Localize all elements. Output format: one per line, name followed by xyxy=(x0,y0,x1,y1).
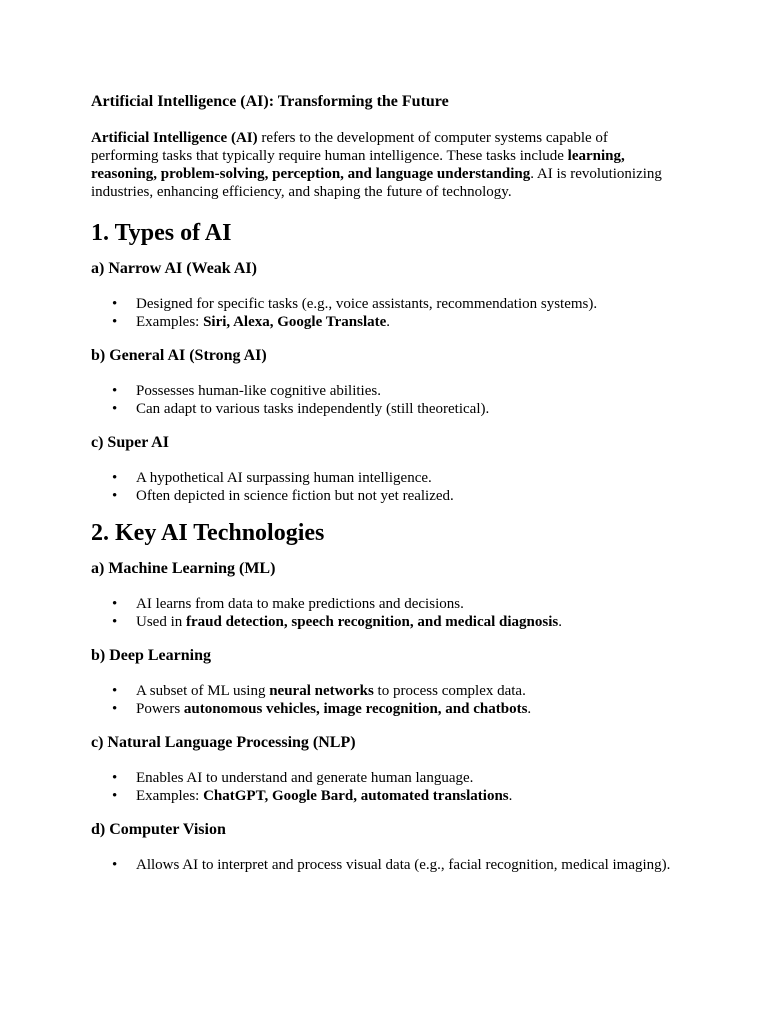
list-item xyxy=(91,682,678,700)
item-prefix: Examples: xyxy=(136,314,204,330)
list-item xyxy=(91,787,678,805)
section-heading-types-of-ai: 1. Types of AI xyxy=(91,220,232,246)
item-bold: ChatGPT, Google Bard, automated translations xyxy=(203,788,509,804)
subsection-heading-narrow-ai: a) Narrow AI (Weak AI) xyxy=(91,260,257,277)
intro-paragraph xyxy=(91,129,678,201)
subsection-heading-machine-learning: a) Machine Learning (ML) xyxy=(91,560,276,577)
item-prefix: Powers xyxy=(136,701,184,717)
bullet-list xyxy=(91,295,678,331)
list-item: • Possesses human-like cognitive abilities. xyxy=(91,382,678,400)
item-bold: neural networks xyxy=(269,683,374,699)
subsection-heading-general-ai: b) General AI (Strong AI) xyxy=(91,347,267,364)
item-suffix: . xyxy=(508,788,513,804)
list-item: • Can adapt to various tasks independently (still theoretical). xyxy=(91,400,678,418)
list-item: • Designed for specific tasks (e.g., voice assistants, recommendation systems). xyxy=(91,295,678,313)
bullet-list xyxy=(91,682,678,718)
subsection-heading-computer-vision: d) Computer Vision xyxy=(91,821,226,838)
subsection-heading-deep-learning: b) Deep Learning xyxy=(91,647,211,664)
bullet-list xyxy=(91,856,678,874)
list-item: • Allows AI to interpret and process visual data (e.g., facial recognition, medical imaging). xyxy=(91,856,678,874)
subsection-heading-super-ai: c) Super AI xyxy=(91,434,169,451)
bullet-list xyxy=(91,382,678,418)
item-suffix: . xyxy=(558,614,562,630)
item-prefix: Examples: xyxy=(136,788,204,804)
bullet-list xyxy=(91,595,678,631)
bullet-list xyxy=(91,469,678,505)
list-item: • A hypothetical AI surpassing human intelligence. xyxy=(91,469,678,487)
item-prefix: Used in xyxy=(136,614,186,630)
intro-bold-term: Artificial Intelligence (AI) xyxy=(91,130,258,146)
intro-text-b: . AI is revolutionizing industries, enhancing efficiency, and shaping the future of technology. xyxy=(91,166,662,200)
intro-text-a: refers to the development of computer systems capable of performing tasks that typically require human intelligence. These tasks include xyxy=(91,130,608,164)
list-item xyxy=(91,613,678,631)
document-title: Artificial Intelligence (AI): Transforming the Future xyxy=(91,93,449,110)
list-item: • AI learns from data to make predictions and decisions. xyxy=(91,595,678,613)
item-suffix: to process complex data. xyxy=(373,683,526,699)
subsection-heading-nlp: c) Natural Language Processing (NLP) xyxy=(91,734,356,751)
item-bold: Siri, Alexa, Google Translate xyxy=(203,314,387,330)
item-bold: autonomous vehicles, image recognition, and chatbots xyxy=(183,701,528,717)
item-bold: fraud detection, speech recognition, and medical diagnosis xyxy=(186,614,559,630)
item-suffix: . xyxy=(527,701,532,717)
bullet-list xyxy=(91,769,678,805)
section-heading-key-ai-technologies: 2. Key AI Technologies xyxy=(91,520,325,546)
item-prefix: A subset of ML using xyxy=(136,683,270,699)
list-item: • Often depicted in science fiction but not yet realized. xyxy=(91,487,678,505)
intro-bold-tasks: learning, reasoning, problem-solving, perception, and language understanding xyxy=(91,148,625,182)
item-suffix: . xyxy=(386,314,391,330)
list-item xyxy=(91,700,678,718)
list-item xyxy=(91,313,678,331)
list-item: • Enables AI to understand and generate human language. xyxy=(91,769,678,787)
